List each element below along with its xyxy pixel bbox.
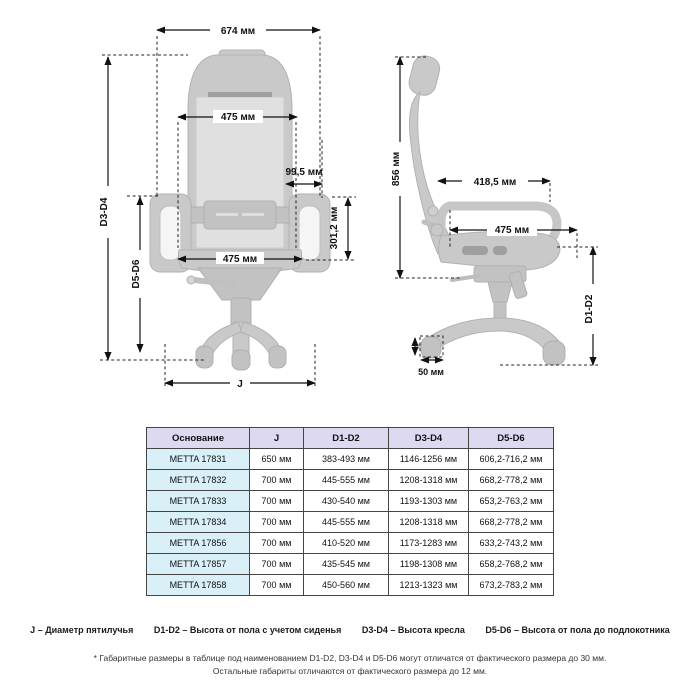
table-cell: 700 мм bbox=[250, 512, 304, 533]
dim-label-seat-width: 475 мм bbox=[222, 254, 258, 265]
dim-label-chair-height-code: D3-D4 bbox=[99, 197, 110, 227]
table-cell-model: METTA 17856 bbox=[147, 533, 250, 554]
table-header-d3d4: D3-D4 bbox=[389, 428, 469, 449]
footnote bbox=[0, 652, 700, 678]
legend-item-d1d2: D1-D2 – Высота от пола с учетом сиденья bbox=[153, 625, 342, 635]
table-header-row bbox=[147, 428, 554, 449]
dim-label-armrest-height-code: D5-D6 bbox=[131, 259, 142, 289]
dimension-legend bbox=[0, 625, 700, 635]
table-row bbox=[147, 512, 554, 533]
table-cell: 700 мм bbox=[250, 533, 304, 554]
table-cell-model: METTA 17857 bbox=[147, 554, 250, 575]
table-header-base: Основание bbox=[147, 428, 250, 449]
table-cell: 410-520 мм bbox=[304, 533, 389, 554]
dim-label-top-depth: 418,5 мм bbox=[473, 177, 517, 188]
table-cell-model: METTA 17858 bbox=[147, 575, 250, 596]
table-cell: 673,2-783,2 мм bbox=[469, 575, 554, 596]
dim-label-overall-width: 674 мм bbox=[220, 26, 256, 37]
footnote-line-1: * Габаритные размеры в таблице под наименованием D1-D2, D3-D4 и D5-D6 могут отличатся от фактического размера до 30 мм. bbox=[93, 653, 607, 663]
footnote-line-2: Остальные габариты отличаются от фактического размера до 12 мм. bbox=[212, 666, 488, 676]
dim-label-seat-height-code: D1-D2 bbox=[584, 294, 595, 324]
table-cell: 435-545 мм bbox=[304, 554, 389, 575]
table-cell: 700 мм bbox=[250, 554, 304, 575]
table-cell: 1213-1323 мм bbox=[389, 575, 469, 596]
table-cell-model: METTA 17832 bbox=[147, 470, 250, 491]
table-cell: 650 мм bbox=[250, 449, 304, 470]
table-header-j: J bbox=[250, 428, 304, 449]
dim-label-backrest-width: 475 мм bbox=[220, 112, 256, 123]
table-row bbox=[147, 470, 554, 491]
table-cell-model: METTA 17833 bbox=[147, 491, 250, 512]
table-header-d5d6: D5-D6 bbox=[469, 428, 554, 449]
table-cell: 668,2-778,2 мм bbox=[469, 470, 554, 491]
table-cell: 450-560 мм bbox=[304, 575, 389, 596]
table-row bbox=[147, 491, 554, 512]
table-row bbox=[147, 533, 554, 554]
dim-label-backrest-side-height: 301,2 мм bbox=[329, 206, 340, 250]
legend-item-d5d6: D5-D6 – Высота от пола до подлокотника bbox=[485, 625, 670, 635]
table-row bbox=[147, 449, 554, 470]
chair-front-view-drawing bbox=[99, 24, 356, 390]
dim-label-back-height: 856 мм bbox=[391, 151, 402, 187]
dim-label-caster-size: 50 мм bbox=[418, 367, 444, 377]
table-cell: 606,2-716,2 мм bbox=[469, 449, 554, 470]
table-row bbox=[147, 575, 554, 596]
table-cell: 700 мм bbox=[250, 575, 304, 596]
legend-item-j: J – Диаметр пятилучья bbox=[30, 625, 134, 635]
table-cell: 633,2-743,2 мм bbox=[469, 533, 554, 554]
table-cell: 1173-1283 мм bbox=[389, 533, 469, 554]
table-cell: 700 мм bbox=[250, 470, 304, 491]
table-header-d1d2: D1-D2 bbox=[304, 428, 389, 449]
dim-label-seat-depth: 475 мм bbox=[494, 225, 530, 236]
table-row bbox=[147, 554, 554, 575]
table-cell: 430-540 мм bbox=[304, 491, 389, 512]
table-cell: 445-555 мм bbox=[304, 512, 389, 533]
table-cell: 1208-1318 мм bbox=[389, 512, 469, 533]
table-cell: 1198-1308 мм bbox=[389, 554, 469, 575]
table-cell: 445-555 мм bbox=[304, 470, 389, 491]
table-cell: 653,2-763,2 мм bbox=[469, 491, 554, 512]
table-cell: 658,2-768,2 мм bbox=[469, 554, 554, 575]
table-cell-model: METTA 17831 bbox=[147, 449, 250, 470]
legend-item-d3d4: D3-D4 – Высота кресла bbox=[361, 625, 465, 635]
table-cell: 1146-1256 мм bbox=[389, 449, 469, 470]
table-cell: 700 мм bbox=[250, 491, 304, 512]
dim-label-base-diameter-code: J bbox=[237, 379, 243, 390]
table-cell: 668,2-778,2 мм bbox=[469, 512, 554, 533]
chair-side-view-drawing bbox=[391, 53, 601, 377]
table-cell-model: METTA 17834 bbox=[147, 512, 250, 533]
table-cell: 1193-1303 мм bbox=[389, 491, 469, 512]
table-cell: 383-493 мм bbox=[304, 449, 389, 470]
dimensions-table bbox=[146, 427, 554, 596]
dim-label-armrest-inset: 99,5 мм bbox=[285, 167, 323, 178]
table-cell: 1208-1318 мм bbox=[389, 470, 469, 491]
